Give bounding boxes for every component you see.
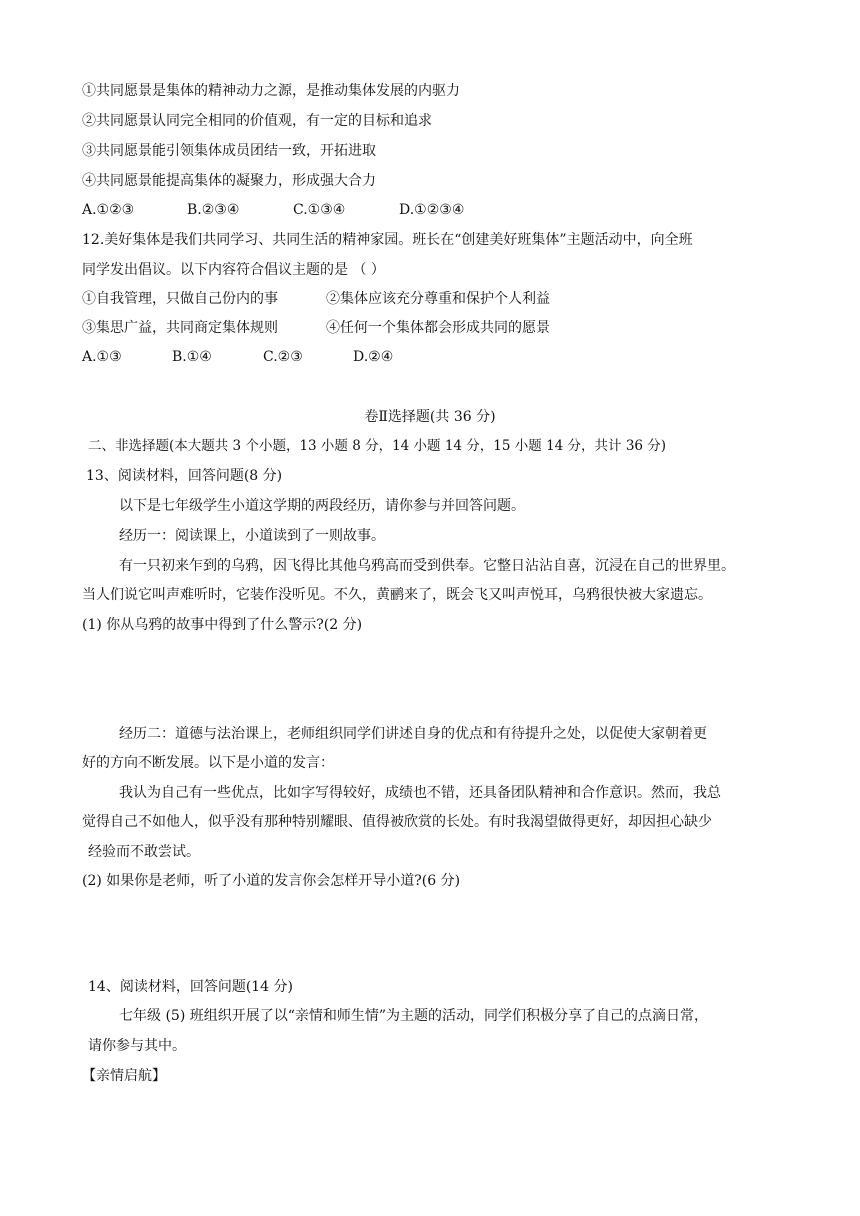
q13-experience-2-line-2: 好的方向不断发展。以下是小道的发言： (82, 755, 334, 771)
q13-experience-2-line-1: 经历二：道德与法治课上，老师组织同学们讲述自身的优点和有待提升之处，以促使大家朝着更 (119, 726, 707, 742)
q11-option-b: B.②③④ (187, 202, 240, 218)
q13-intro: 以下是七年级学生小道这学期的两段经历，请你参与并回答问题。 (119, 498, 525, 514)
q14-section-label: 【亲情启航】 (82, 1068, 166, 1084)
q12-stem-line-2: 同学发出倡议。以下内容符合倡议主题的是 （ ） (82, 262, 385, 278)
q12-item-1: ①自我管理，只做自己份内的事 (82, 291, 278, 307)
q14-intro-line-1: 七年级 (5) 班组织开展了以“亲情和师生情”为主题的活动，同学们积极分享了自己的点滴日常， (119, 1008, 709, 1024)
q13-experience-1-title: 经历一：阅读课上，小道读到了一则故事。 (119, 528, 385, 544)
q13-subquestion-1: (1) 你从乌鸦的故事中得到了什么警示?(2 分) (82, 617, 363, 633)
q13-speech-line-1: 我认为自己有一些优点，比如字写得较好，成绩也不错，还具备团队精神和合作意识。然而，我总 (119, 785, 721, 801)
q12-item-3: ③集思广益，共同商定集体规则 (82, 320, 278, 336)
q11-item-1: ①共同愿景是集体的精神动力之源，是推动集体发展的内驱力 (82, 83, 460, 99)
q12-option-b: B.①④ (172, 349, 212, 365)
q11-item-4: ④共同愿景能提高集体的凝聚力，形成强大合力 (82, 173, 376, 189)
q13-story-line-1: 有一只初来乍到的乌鸦，因飞得比其他乌鸦高而受到供奉。它整日沾沾自喜，沉浸在自己的世界里。 (119, 558, 735, 574)
q13-heading: 13、阅读材料，回答问题(8 分) (86, 468, 283, 484)
q13-speech-line-3: 经验而不敢尝试。 (88, 844, 200, 860)
q12-item-2: ②集体应该充分尊重和保护个人利益 (326, 291, 550, 307)
part-two-title: 卷Ⅱ选择题(共 36 分) (364, 409, 496, 425)
q12-stem-line-1: 12.美好集体是我们共同学习、共同生活的精神家园。班长在“创建美好班集体”主题活动中，向全班 (82, 232, 693, 248)
q11-item-2: ②共同愿景认同完全相同的价值观，有一定的目标和追求 (82, 113, 432, 129)
q14-intro-line-2: 请你参与其中。 (88, 1038, 186, 1054)
q11-option-c: C.①③④ (293, 202, 346, 218)
q14-heading: 14、阅读材料，回答问题(14 分) (88, 979, 294, 995)
q11-item-3: ③共同愿景能引领集体成员团结一致，开拓进取 (82, 143, 376, 159)
q11-option-d: D.①②③④ (399, 202, 465, 218)
q13-subquestion-2: (2) 如果你是老师，听了小道的发言你会怎样开导小道?(6 分) (82, 873, 461, 889)
q13-story-line-2: 当人们说它叫声难听时，它装作没听见。不久，黄鹂来了，既会飞又叫声悦耳，乌鸦很快被大家遗忘。 (82, 587, 712, 603)
section-heading: 二、非选择题(本大题共 3 个小题，13 小题 8 分，14 小题 14 分，15 小题 14 分，共计 36 分) (88, 438, 667, 454)
q13-speech-line-2: 觉得自己不如他人，似乎没有那种特别耀眼、值得被欣赏的长处。有时我渴望做得更好，却因担心缺少 (82, 814, 712, 830)
q12-option-c: C.②③ (263, 349, 303, 365)
q12-option-a: A.①③ (82, 349, 122, 365)
q12-option-d: D.②④ (353, 349, 394, 365)
q12-item-4: ④任何一个集体都会形成共同的愿景 (326, 320, 550, 336)
q11-option-a: A.①②③ (82, 202, 135, 218)
